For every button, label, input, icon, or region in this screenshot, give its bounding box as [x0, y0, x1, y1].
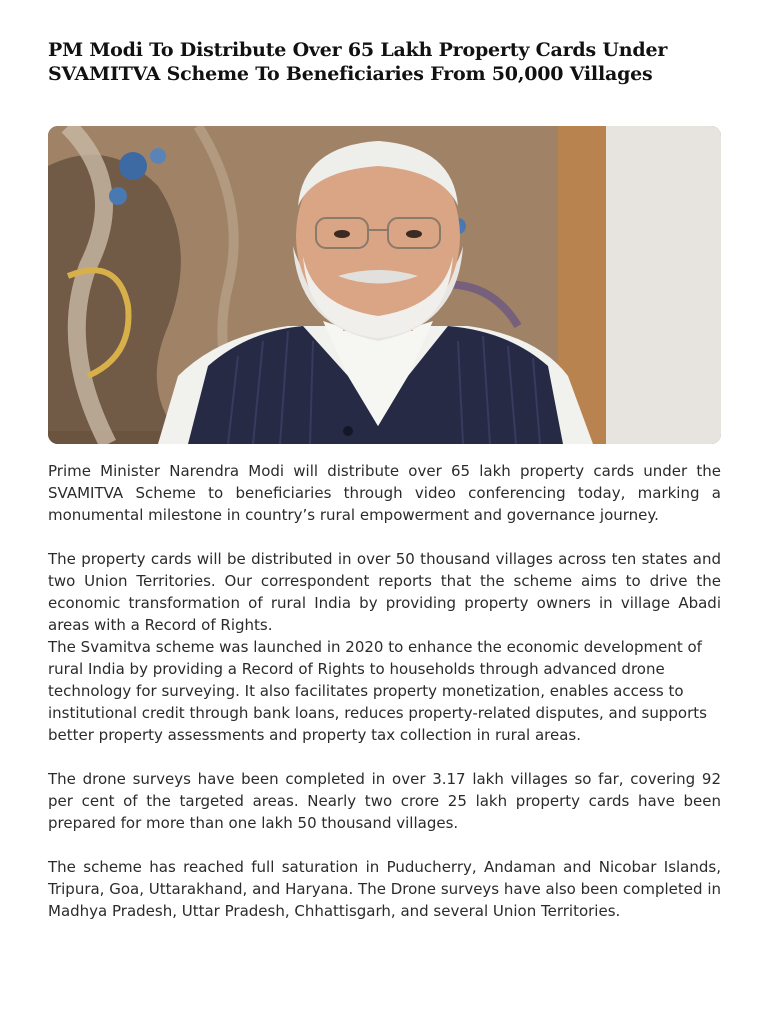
article-paragraph-2: The property cards will be distributed in over 50 thousand villages across ten states and two Union Territories. Our correspondent reports that the scheme aims to drive the economic transformation of rural India by providing property owners in village Abadi areas with a Record of Rights.: [48, 550, 721, 634]
article-photo: [48, 126, 721, 444]
article-paragraph-4: The drone surveys have been completed in over 3.17 lakh villages so far, covering 92 per cent of the targeted areas. Nearly two crore 25 lakh property cards have been prepared for more than one lakh 50 thousand villages.: [48, 770, 721, 832]
article-paragraph-1: Prime Minister Narendra Modi will distribute over 65 lakh property cards under the SVAMITVA Scheme to beneficiaries through video conferencing today, marking a monumental milestone in country’s rural empowerment and governance journey.: [48, 462, 721, 524]
portrait-photo-icon: [48, 126, 721, 444]
article-paragraph-3: The Svamitva scheme was launched in 2020 to enhance the economic development of rural India by providing a Record of Rights to households through advanced drone technology for surveying. It also facilitates property monetization, enables access to institutional credit through bank loans, reduces property-related disputes, and supports better property assessments and property tax collection in rural areas.: [48, 638, 707, 744]
article-headline: PM Modi To Distribute Over 65 Lakh Property Cards Under SVAMITVA Scheme To Beneficiaries From 50,000 Villages: [48, 39, 668, 85]
article-paragraph-5: The scheme has reached full saturation in Puducherry, Andaman and Nicobar Islands, Tripura, Goa, Uttarakhand, and Haryana. The Drone surveys have also been completed in Madhya Pradesh, Uttar Pradesh, Chhattisgarh, and several Union Territories.: [48, 858, 721, 920]
